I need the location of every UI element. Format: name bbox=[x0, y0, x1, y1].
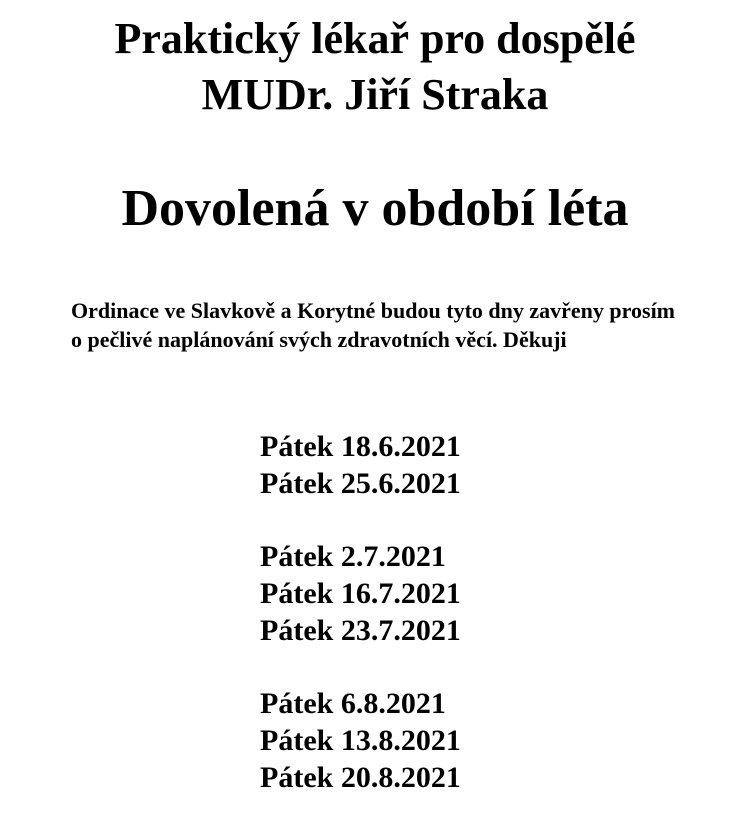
date-item: Pátek 23.7.2021 bbox=[260, 614, 461, 647]
doctor-name: MUDr. Jiří Straka bbox=[201, 70, 549, 119]
date-item: Pátek 6.8.2021 bbox=[260, 687, 446, 720]
date-item: Pátek 18.6.2021 bbox=[260, 430, 461, 463]
date-item: Pátek 20.8.2021 bbox=[260, 761, 461, 794]
date-item: Pátek 16.7.2021 bbox=[260, 577, 461, 610]
date-group-july bbox=[260, 538, 660, 649]
closure-dates bbox=[260, 428, 660, 832]
notice-text: Ordinace ve Slavkově a Korytné budou tyto dny zavřeny prosím o pečlivé naplánování svých zdravotních věcí. Děkuji bbox=[71, 298, 676, 352]
doctor-title: Praktický lékař pro dospělé bbox=[114, 14, 636, 63]
date-item: Pátek 2.7.2021 bbox=[260, 540, 446, 573]
date-group-june bbox=[260, 428, 660, 502]
page-title: Dovolená v období léta bbox=[121, 180, 629, 237]
date-item: Pátek 13.8.2021 bbox=[260, 724, 461, 757]
date-item: Pátek 25.6.2021 bbox=[260, 467, 461, 500]
date-group-august bbox=[260, 685, 660, 796]
